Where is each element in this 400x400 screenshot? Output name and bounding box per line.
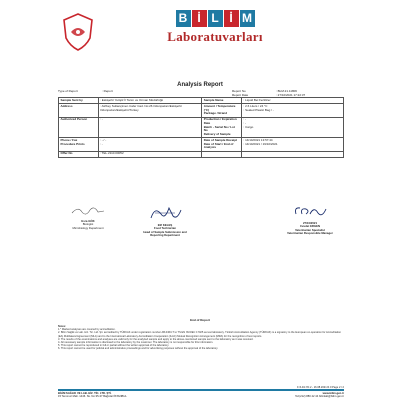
signatory-name: 27/10/2021 Cevdet ERGEN bbox=[299, 221, 321, 229]
page-title: Analysis Report bbox=[177, 82, 223, 88]
report-date-value: : 27/10/2021 17:22:37 bbox=[276, 93, 306, 98]
field-label: Production / Expiration Date Batch - Serial No / Lot No Delivery of Sample bbox=[202, 117, 242, 138]
report-number-label: Report No bbox=[232, 89, 246, 93]
signatory-title: Biologist Microbiology Department bbox=[72, 222, 104, 230]
field-value: : - bbox=[98, 117, 202, 138]
field-label: Offer No bbox=[59, 151, 99, 157]
sample-info-table bbox=[58, 97, 344, 158]
brand-letter: B bbox=[176, 10, 191, 27]
page-footer bbox=[58, 389, 344, 398]
note-line: 5. This report cannot be reproduced in full or partial without the written approval of the laboratory. bbox=[58, 344, 170, 348]
report-type-label: Type of Report bbox=[58, 89, 78, 93]
report-header bbox=[0, 8, 400, 62]
field-label: Amount / Temperature (°C) Package / Brand bbox=[202, 104, 242, 117]
field-value: : Eskişehir Yetiştir İl Tarım ve Orman Müdürlüğü bbox=[98, 98, 202, 104]
report-number-value: : BLM.21.11806 bbox=[276, 89, 297, 93]
notes-heading: Notes: bbox=[58, 325, 67, 328]
signatory-name: Elif KELEŞ bbox=[157, 223, 173, 227]
note-line: 2. Bilim Sağlık ve Lab. Hiz. Tic. Ltd. Şti. accredited by TÜRKAK under registration number AB-0463-T to TS EN ISO/IEC 17025 as test laboratory. Türkish Accreditation Agency (TÜRKAK) is a signatory to the European co-operation for Accreditation (EA) Multilateral Agreement (MLA) and to the International Laboratory Accreditation Cooperation (ILAC) Mutual Recognition Arrangement (MRA) for the recognition of test reports. bbox=[58, 331, 342, 338]
field-label: Address bbox=[59, 104, 99, 117]
report-type-value: : Report bbox=[102, 89, 113, 93]
field-label bbox=[202, 151, 242, 157]
signature-mark-icon bbox=[288, 204, 332, 220]
field-value: : - : - : Cargo bbox=[241, 117, 343, 138]
note-line: 1.* Marked analyses are covered by accreditation. bbox=[58, 328, 116, 332]
ministry-seal-icon bbox=[60, 12, 96, 52]
note-line: 6. This report cannot be used for judicial and administrative proceedings and for advertising purposes without the approval of the laboratory. bbox=[58, 347, 219, 351]
signatory-title: Veterinarian Specialist Veterinarian Responsible Manager bbox=[287, 227, 333, 236]
brand-letter: İ bbox=[192, 10, 207, 27]
field-value: : 14/10/2021 13:57:44 : 14/10/2021 / 19/10/2021 bbox=[241, 138, 343, 151]
field-value: : 2.6 Liters / 24 °C : Sealed Plastic Bag / - bbox=[241, 104, 343, 117]
table-row bbox=[59, 138, 344, 151]
table-row bbox=[59, 117, 344, 138]
end-of-report: End of Report bbox=[190, 318, 210, 322]
footer-contact: Tel:(212) 880 42 44 bilimlab@bilim.gen.tr bbox=[295, 394, 344, 398]
signature-mark-icon bbox=[68, 204, 108, 218]
brand-letter: M bbox=[240, 10, 255, 27]
report-date-label: Report Date bbox=[232, 93, 249, 98]
brand-logo bbox=[155, 10, 275, 45]
report-notes bbox=[58, 325, 344, 351]
field-label: Date of Sample Receipt Date of Start / End of Analysis bbox=[202, 138, 242, 151]
signature-block-microbiology bbox=[60, 204, 116, 230]
brand-letter: L bbox=[208, 10, 223, 27]
field-label: Authorized Person bbox=[59, 117, 99, 138]
note-line: 3. The results of the examinations and analyses are valid only for the analyzed sample and apply to the above-mentioned sample sent to the laboratory as it was received. bbox=[58, 337, 254, 341]
brand-letter: İ bbox=[224, 10, 239, 27]
signature-mark-icon bbox=[145, 204, 185, 222]
field-label: Phone / Fax Procedure Prints bbox=[59, 138, 99, 151]
signatory-name: Esra GÖK bbox=[81, 219, 95, 223]
field-label: Sample Name bbox=[202, 98, 242, 104]
brand-subtitle: Laboratuvarları bbox=[167, 29, 263, 44]
page-info: F-5-04-YD.2 - 16.08.2021 R.0 Page 2 / 2 bbox=[297, 386, 344, 389]
footer-web-link[interactable]: www.bilim.gen.tr bbox=[322, 391, 344, 395]
field-value: : Liquid Bel Fertilizer bbox=[241, 98, 343, 104]
footer-address: 15 Temmuz Mah. 1446. Sk. No:35-37 Bağcılar/İSTANBUL bbox=[58, 394, 127, 398]
field-value: : Atıfbey Sultançimen Cafer Cad. No:26 Odunpazarı/Eskişehir Odunpazarı/Eskişehir/Turkey bbox=[98, 104, 202, 117]
note-line: 4. All necessary sample information is disclosed to the laboratory by the customer. The laboratory is not responsible for this information. bbox=[58, 341, 214, 345]
report-type-row bbox=[58, 89, 113, 93]
table-row bbox=[59, 104, 344, 117]
field-label: Sample Sent by bbox=[59, 98, 99, 104]
field-value: : TEL.2110.00052 bbox=[98, 151, 202, 157]
brand-letters bbox=[155, 10, 275, 27]
footer-divider bbox=[58, 389, 344, 391]
signatory-title: Food Technician Head of Sample Submission and Reporting Department bbox=[143, 226, 187, 238]
footer-company: BİLİM SAĞLIK VE LAB. HİZ. TİC. LTD. ŞTİ. bbox=[58, 391, 112, 395]
signature-block-veterinarian bbox=[275, 204, 345, 236]
table-row bbox=[59, 151, 344, 157]
field-value bbox=[241, 151, 343, 157]
signature-block-reporting bbox=[130, 204, 200, 238]
field-value: : - / - : - bbox=[98, 138, 202, 151]
